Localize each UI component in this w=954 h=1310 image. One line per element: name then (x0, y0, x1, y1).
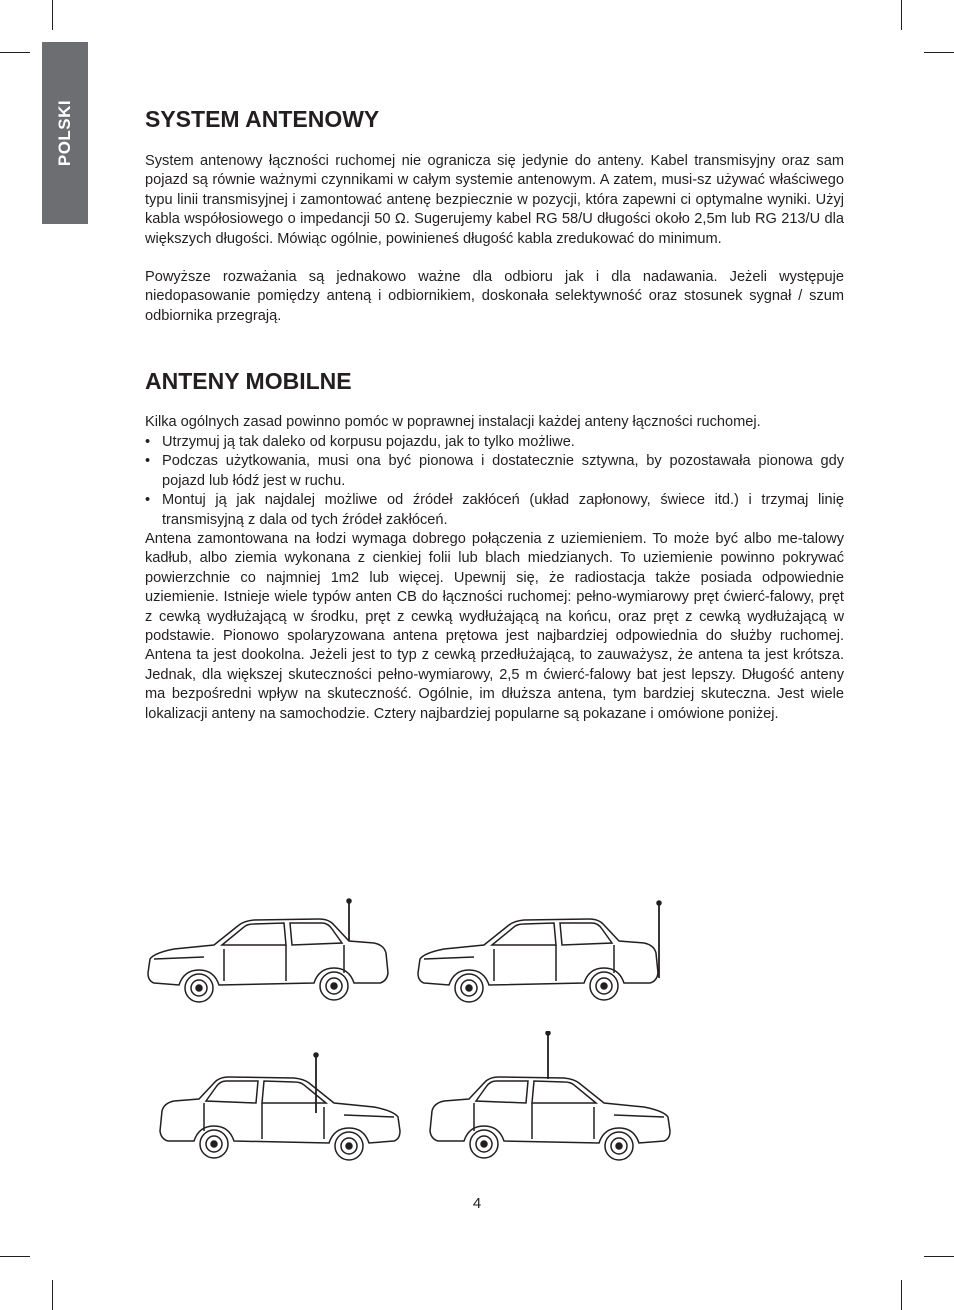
antenna-placement-figure (144, 893, 674, 1185)
paragraph: System antenowy łączności ruchomej nie ogranicza się jedynie do anteny. Kabel transmisyjny oraz sam pojazd są równie ważnymi czynnikami w całym systemie antenowym. A zatem, musi-sz używać właściwego typu linii transmisyjnej i zamontować antenę bezpiecznie w pozycji, która zapewni ci optymalne wyniki. Użyj kabla współosiowego o impedancji 50 Ω. Sugerujemy kabel RG 58/U długości około 2,5m lub RG 213/U dla większych długości. Mówiąc ogólnie, powinieneś długość kabla zredukować do minimum. (145, 153, 844, 247)
list-item: • Podczas użytkowania, musi ona być pionowa i dostatecznie sztywna, by pozostawała pionowa gdy pojazd lub łódź jest w ruchu. (145, 452, 844, 491)
section-heading-anteny-mobilne: ANTENY MOBILNE (145, 368, 352, 394)
section-heading-system-antenowy: SYSTEM ANTENOWY (145, 106, 380, 132)
crop-mark (924, 1256, 954, 1257)
list-item: • Utrzymuj ją tak daleko od korpusu pojazdu, jak to tylko możliwe. (145, 433, 844, 452)
language-tab-label: POLSKI (55, 99, 74, 167)
crop-mark (901, 0, 902, 30)
crop-mark (52, 1280, 53, 1310)
paragraph: Antena zamontowana na łodzi wymaga dobrego połączenia z uziemieniem. To może być albo me-talowy kadłub, albo ziemia wykonana z cienkiej folii lub blach miedzianych. To uziemienie powinno pokrywać powierzchnie co najmniej 1m2 lub więcej. Upewnij się, że radiostacja także posiada odpowiednie uziemienie. Istnieje wiele typów anten CB do łączności ruchomej: pełno-wymiarowy pręt ćwierć-falowy, pręt z cewką wydłużającą w środku, pręt z cewką wydłużającą na końcu, oraz pręt z cewką wydłużającą w podstawie. Pionowo spolaryzowana antena prętowa jest najbardziej odpowiednia do służby ruchomej. Antena ta jest dookolna. Jeżeli jest to typ z cewką przedłużającą, to zauważysz, że antena ta jest krótsza. Jednak, dla większej skuteczności pełno-wymiarowy, 2,5 m ćwierć-falowy bat jest lepszy. Długość anteny ma bezpośredni wpływ na skuteczność. Ogólnie, im dłuższa antena, tym bardziej skuteczna. Jest wiele lokalizacji anteny na samochodzie. Cztery najbardziej popularne są pokazane i omówione poniżej. (145, 531, 844, 722)
crop-mark (901, 1280, 902, 1310)
page-number: 4 (472, 1195, 482, 1212)
car-trunk-antenna-illustration (144, 1051, 404, 1186)
car-roof-antenna-illustration (144, 893, 404, 1028)
crop-mark (0, 1256, 30, 1257)
car-long-whip-antenna-illustration (414, 1031, 674, 1186)
paragraph: Kilka ogólnych zasad powinno pomóc w poprawnej instalacji każdej anteny łączności ruchomej. (145, 414, 761, 430)
car-bumper-antenna-illustration (414, 893, 674, 1028)
crop-mark (0, 52, 30, 53)
paragraph: Powyższe rozważania są jednakowo ważne dla odbioru jak i dla nadawania. Jeżeli występuje niedopasowanie pomiędzy anteną i odbiornikiem, doskonała selektywność oraz stosunek sygnał / szum odbiornika przegrają. (145, 269, 844, 324)
crop-mark (924, 52, 954, 53)
bullet-list (145, 433, 844, 530)
crop-mark (52, 0, 53, 30)
list-item: • Montuj ją jak najdalej możliwe od źródeł zakłóceń (układ zapłonowy, świece itd.) i trzymaj linię transmisyjną z dala od tych źródeł zakłóceń. (145, 491, 844, 530)
language-side-tab (42, 42, 88, 224)
